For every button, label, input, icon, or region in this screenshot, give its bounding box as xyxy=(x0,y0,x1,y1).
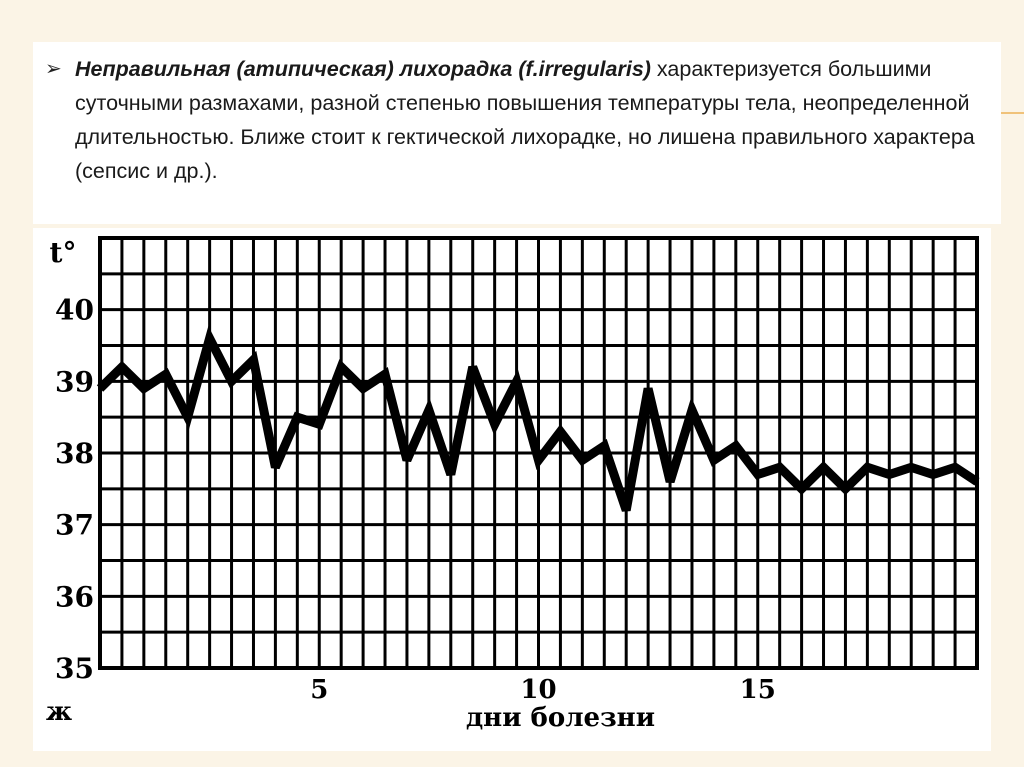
fever-type-description: характеризуется большими суточными размахами, разной степенью повышения температуры тела, неопределенной длительностью. Ближе стоит к гектической лихорадке, но лишена правильного характера (сепсис и др.). xyxy=(75,57,975,183)
bullet-arrow-icon: ➢ xyxy=(45,58,62,80)
temperature-chart xyxy=(33,228,991,751)
x-tick-label: 10 xyxy=(520,675,557,705)
corner-label: ж xyxy=(45,697,73,727)
description-paragraph xyxy=(75,52,995,188)
y-tick-label: 40 xyxy=(55,293,94,327)
y-tick-label: 36 xyxy=(55,580,94,614)
fever-type-title: Неправильная (атипическая) лихорадка (f.irregularis) xyxy=(75,57,651,81)
x-tick-label: 15 xyxy=(739,675,776,705)
y-tick-label: 39 xyxy=(55,365,94,399)
x-axis-label: дни болезни xyxy=(465,703,656,733)
y-tick-label: 38 xyxy=(55,437,94,470)
temperature-chart-panel xyxy=(33,228,991,751)
text-panel xyxy=(33,42,1001,224)
accent-line xyxy=(1000,112,1024,114)
y-tick-label: 37 xyxy=(55,508,94,542)
y-axis-label: t° xyxy=(49,236,77,269)
x-tick-label: 5 xyxy=(310,675,329,705)
y-tick-label: 35 xyxy=(55,652,94,685)
